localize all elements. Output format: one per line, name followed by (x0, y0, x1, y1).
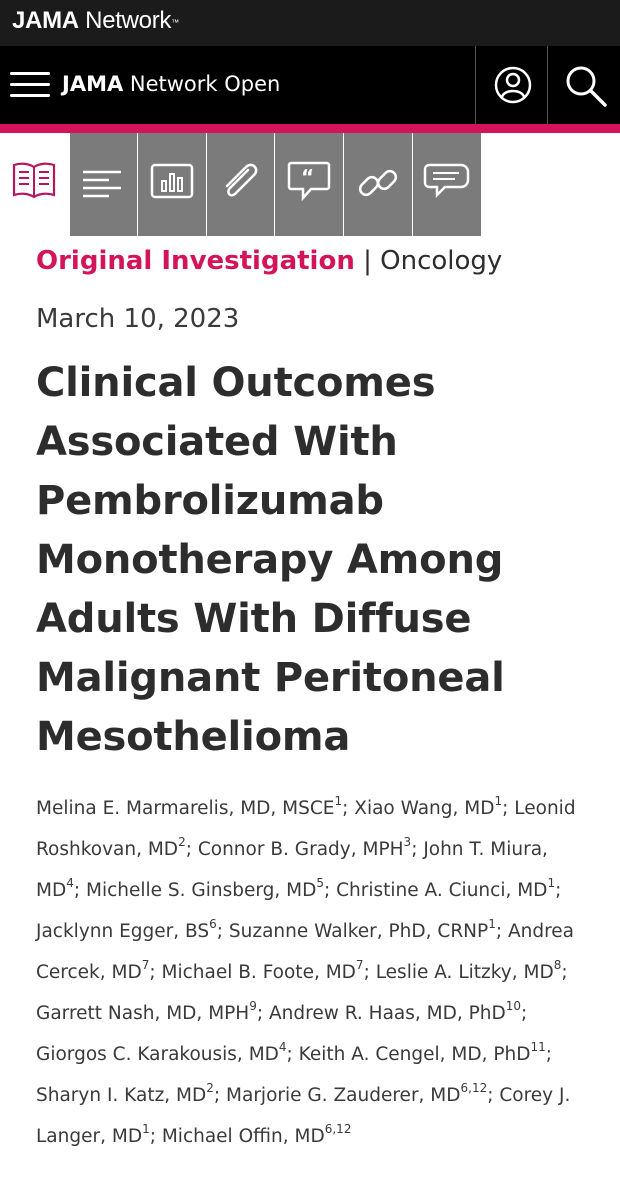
author-name[interactable]: Michelle S. Ginsberg, MD (85, 880, 317, 901)
author-affiliation[interactable]: 9 (249, 998, 257, 1013)
author-name[interactable]: Leonid Roshkovan, MD (36, 798, 576, 860)
attachment-icon (218, 160, 264, 206)
title-line: Malignant Peritoneal (36, 655, 505, 701)
author-affiliation[interactable]: 10 (505, 998, 522, 1013)
author-name[interactable]: Xiao Wang, MD (354, 798, 495, 819)
menu-icon (10, 72, 50, 75)
author-affiliation[interactable]: 7 (355, 957, 364, 972)
author-affiliation[interactable]: 1 (547, 875, 556, 890)
author-name[interactable]: Corey J. Langer, MD (36, 1085, 571, 1147)
author-affiliation[interactable]: 1 (142, 1121, 150, 1136)
journal-navbar (0, 46, 620, 124)
author-name[interactable]: Marjorie G. Zauderer, MD (226, 1085, 461, 1106)
author-affiliation[interactable]: 6,12 (460, 1080, 488, 1095)
trademark: ™ (171, 18, 179, 27)
author-name[interactable]: Giorgos C. Karakousis, MD (36, 1044, 279, 1065)
title-line: Monotherapy Among (36, 537, 504, 583)
tab-permissions[interactable] (344, 133, 412, 236)
title-line: Adults With Diffuse (36, 596, 472, 642)
tab-cite[interactable] (275, 133, 343, 236)
svg-text:“: “ (301, 165, 315, 189)
link-icon (355, 160, 401, 206)
author-name[interactable]: Connor B. Grady, MPH (197, 839, 404, 860)
author-affiliation[interactable]: 3 (403, 834, 412, 849)
journal-title-bold: JAMA (62, 72, 124, 96)
journal-title-rest: Network Open (123, 72, 281, 96)
author-name[interactable]: Leslie A. Litzky, MD (375, 962, 554, 983)
author-affiliation[interactable]: 2 (206, 1080, 214, 1095)
author-affiliation[interactable]: 1 (334, 793, 343, 808)
accent-stripe (0, 124, 620, 133)
cite-icon (287, 161, 331, 201)
tab-figures[interactable] (138, 133, 206, 236)
author-affiliation[interactable]: 8 (553, 957, 562, 972)
article-icon (12, 161, 56, 199)
title-line: Associated With (36, 419, 398, 465)
author-affiliation[interactable]: 1 (494, 793, 503, 808)
article-type[interactable]: Original Investigation (36, 246, 355, 276)
tab-comments[interactable] (413, 133, 481, 236)
author-affiliation[interactable]: 5 (316, 875, 325, 890)
publication-date: March 10, 2023 (36, 304, 240, 334)
author-name[interactable]: Andrea Cercek, MD (36, 921, 574, 983)
article-toolbar (0, 133, 620, 236)
journal-title[interactable] (62, 70, 280, 98)
search-icon (565, 65, 609, 107)
author-name[interactable]: Suzanne Walker, PhD, CRNP (228, 921, 489, 942)
author-affiliation[interactable]: 7 (141, 957, 150, 972)
title-line: Pembrolizumab (36, 478, 384, 524)
comment-icon (423, 163, 471, 203)
network-brand-rest: Network (78, 7, 172, 34)
author-affiliation[interactable]: 11 (530, 1039, 546, 1054)
tab-supplemental[interactable] (207, 133, 274, 236)
title-line: Clinical Outcomes (36, 360, 436, 406)
menu-icon-bar (10, 94, 50, 97)
tab-outline[interactable] (70, 133, 137, 236)
author-affiliation[interactable]: 4 (278, 1039, 287, 1054)
author-name[interactable]: Michael Offin, MD (161, 1126, 325, 1147)
author-affiliation[interactable]: 4 (66, 875, 74, 890)
author-name[interactable]: Melina E. Marmarelis, MD, MSCE (36, 798, 335, 819)
article-title (36, 354, 596, 767)
outline-icon (81, 169, 125, 199)
title-line: Mesothelioma (36, 714, 351, 760)
author-affiliation[interactable]: 6 (209, 916, 217, 931)
author-name[interactable]: Michael B. Foote, MD (161, 962, 356, 983)
author-name[interactable]: Jacklynn Egger, BS (36, 921, 210, 942)
author-affiliation[interactable]: 6,12 (324, 1121, 352, 1136)
account-button[interactable] (476, 46, 548, 124)
author-affiliation[interactable]: 1 (488, 916, 496, 931)
author-name[interactable]: Andrew R. Haas, MD, PhD (269, 1003, 506, 1024)
author-name[interactable]: Keith A. Cengel, MD, PhD (298, 1044, 531, 1065)
author-affiliation[interactable]: 2 (178, 834, 186, 849)
menu-icon-bar (10, 83, 50, 86)
search-button[interactable] (548, 46, 620, 124)
author-name[interactable]: Sharyn I. Katz, MD (36, 1085, 207, 1106)
author-name[interactable]: John T. Miura, MD (36, 839, 548, 901)
network-header (0, 0, 620, 46)
menu-button[interactable] (8, 66, 52, 102)
user-icon (493, 65, 533, 105)
article-category (36, 244, 502, 278)
author-name[interactable]: Garrett Nash, MD, MPH (36, 1003, 250, 1024)
category-separator: | (354, 246, 381, 276)
author-list: Melina E. Marmarelis, MD, MSCE$^1$; Xiao Wang, $MD^1$; Leonid Roshkovan, $MD^2$; Connor B. Grady, MPH$^3$; John T. Miura, $MD^4$; Michelle S. Ginsberg, $MD^5$; Christine A. Ciunci, $MD^1$; Jacklynn Egger, $BS^6$; Suzanne Walker, PhD, CRNP$^1$; Andrea Cercek, $MD^7$; Michael B. Foote, $MD^7$; Leslie A. Litzky, $MD^8$; Garrett Nash, MD, MPH$^9$; Andrew R. Haas, MD, PhD$^{10}$; Giorgos C. Karakousis, $MD^4$; Keith A. Cengel, MD, PhD$^{11}$; Sharyn I. Katz, $MD^2$; Marjorie G. Zauderer, MD$^{6,12}$; Corey J. Langer, $MD^1$; Michael Offin, MD$^{6,12}$ (36, 793, 576, 1147)
jama-network-logo[interactable] (12, 6, 179, 36)
author-name[interactable]: Christine A. Ciunci, MD (336, 880, 548, 901)
figures-icon (150, 163, 194, 201)
tab-article[interactable] (0, 133, 69, 236)
network-brand-bold: JAMA (12, 7, 79, 34)
article-subject[interactable]: Oncology (380, 246, 503, 276)
